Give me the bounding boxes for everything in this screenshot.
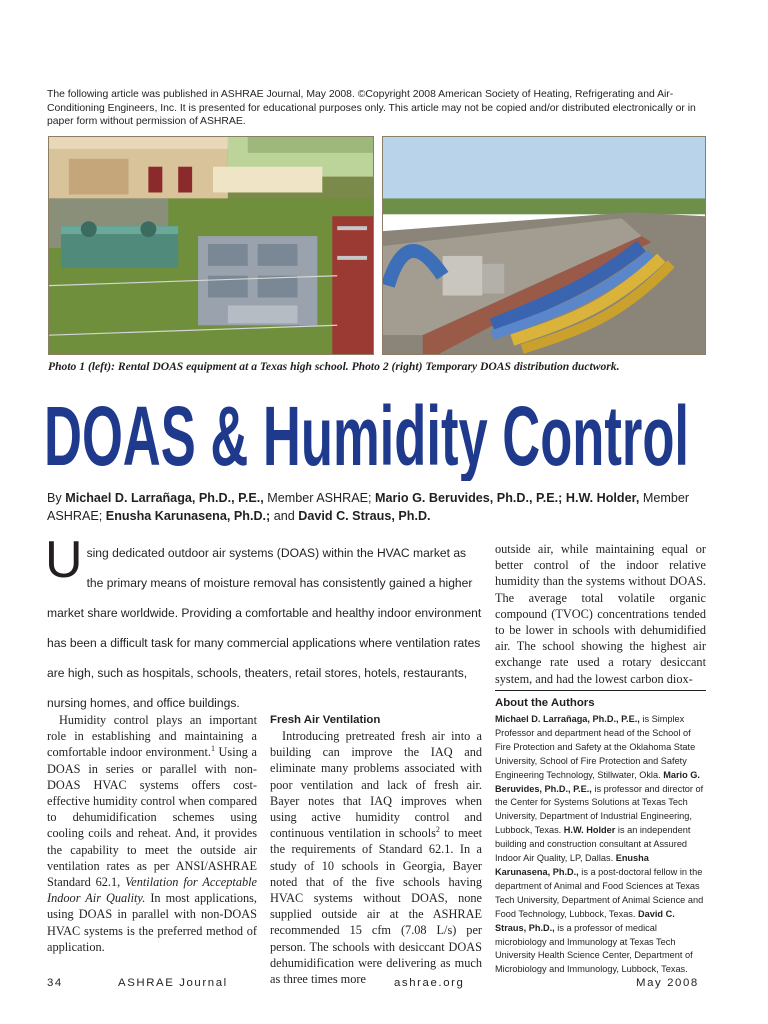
drop-cap: U xyxy=(45,531,83,589)
byline-and: and xyxy=(270,509,299,523)
author-bio-3: is an independent building and construction consultant at Assured Indoor Air Quality, LP, Dallas. xyxy=(495,825,691,864)
author-straus: David C. Straus, Ph.D. xyxy=(298,509,431,523)
lead-text: sing dedicated outdoor air systems (DOAS) within the HVAC market as the primary means of moisture removal has consistently gained a higher market share worldwide. Providing a comfortable and healthy indoor environment has been a difficult task for many commercial applications where ventilation rates are high, such as hospitals, schools, theaters, retail stores, hotels, restaurants, nursing homes, and office buildings. xyxy=(47,546,482,710)
byline-member-1: Member ASHRAE; xyxy=(263,491,376,505)
section-heading-fresh-air: Fresh Air Ventilation xyxy=(270,714,381,726)
column-left-body xyxy=(47,712,257,955)
footnote-ref-2: 2 xyxy=(435,825,440,835)
left-text-1: Humidity control plays an important role in establishing and maintaining a comfortable indoor environment. xyxy=(47,713,257,760)
author-bio-1: is Simplex Professor and department head of the School of Fire Protection and Safety at the Oklahoma State University, School of Fire Protection and Safety Engineering Technology, Stillwater, Okla. xyxy=(495,714,696,780)
author-bio-4: is a post-doctoral fellow in the department of Animal and Food Sciences at Texas Tech University, Department of Animal Science and Food Technology, Lubbock, Texas. xyxy=(495,866,704,919)
footer-journal-name: ASHRAE Journal xyxy=(118,977,228,989)
byline-member-2: Member ASHRAE; xyxy=(47,491,690,523)
lead-paragraph xyxy=(45,531,483,718)
left-text-2: Using a DOAS in series or parallel with non-DOAS HVAC systems offers cost-effective humidity control when compared to dehumidification schemes using cooling coils and reheat. And, it provides the capability to meet the outside air ventilation rates as per ANSI/ASHRAE Standard 62.1, xyxy=(47,745,257,890)
byline-by: By xyxy=(47,491,62,505)
column-middle xyxy=(270,712,482,987)
author-bio-name-2: Mario G. Beruvides, Ph.D., P.E., xyxy=(495,769,700,794)
photo-rental-doas-equipment xyxy=(48,136,374,355)
author-karunasena: Enusha Karunasena, Ph.D.; xyxy=(105,509,271,523)
author-larranaga: Michael D. Larrañaga, Ph.D., P.E., xyxy=(65,491,264,505)
authors-divider xyxy=(495,690,706,691)
column-middle-body xyxy=(270,728,482,987)
author-bio-name-4: Enusha Karunasena, Ph.D., xyxy=(495,853,649,877)
author-bio-2: is professor and director of the Center for Systems Solutions at Texas Tech University, Department of Industrial Engineering, Lubbock, Texas. xyxy=(495,783,704,836)
author-bio-name-3: H.W. Holder xyxy=(563,825,616,836)
photo-caption: Photo 1 (left): Rental DOAS equipment at a Texas high school. Photo 2 (right) Temporary DOAS distribution ductwork. xyxy=(48,360,620,373)
author-bio-name-5: David C. Straus, Ph.D., xyxy=(495,908,675,933)
about-authors-heading: About the Authors xyxy=(495,697,595,709)
standard-title: Ventilation for Acceptable Indoor Air Quality. xyxy=(47,875,257,906)
headline-text: DOAS & Humidity Control xyxy=(44,389,689,481)
article-headline xyxy=(44,385,724,481)
byline xyxy=(47,489,719,525)
photo-temporary-doas-ductwork xyxy=(382,136,706,355)
mid-text-2: to meet the requirements of Standard 62.1. In a study of 10 schools in Georgia, Bayer noted that of the five schools having HVAC systems without DOAS, none supplied outside air at the ASHRAE recommended 15 cfm (7.08 L/s) per person. The schools with desiccant DOAS dehumidification were delivering as much as three times more xyxy=(270,826,482,987)
footer-issue-date: May 2008 xyxy=(636,977,699,989)
copyright-notice: The following article was published in ASHRAE Journal, May 2008. ©Copyright 2008 American Society of Heating, Refrigerating and Air-Conditioning Engineers, Inc. It is presented for educational purposes only. This article may not be copied and/or distributed electronically or in paper form without permission of ASHRAE. xyxy=(47,89,696,128)
footnote-ref-1: 1 xyxy=(210,744,215,754)
mid-text-1: Introducing pretreated fresh air into a building can improve the IAQ and eliminate many problems associated with poor ventilation and lack of fresh air. Bayer notes that IAQ improves when using active humidity control and continuous ventilation in schools xyxy=(270,729,482,841)
column-right-body: outside air, while maintaining equal or better control of the indoor relative humidity than the systems without DOAS. The average total volatile organic compound (TVOC) concentrations tended to be lower in schools with dehumidified air. The school showing the highest air exchange rate used a rotary desiccant system, and had the lowest carbon diox- xyxy=(495,542,706,686)
page-number: 34 xyxy=(47,977,63,989)
about-authors-text xyxy=(495,713,706,977)
author-bio-name-1: Michael D. Larrañaga, Ph.D., P.E., xyxy=(495,714,640,724)
left-text-3: In most applications, using DOAS in parallel with non-DOAS HVAC systems is the preferred method of application. xyxy=(47,891,258,954)
footer-website: ashrae.org xyxy=(394,977,465,989)
author-beruvides-holder: Mario G. Beruvides, Ph.D., P.E.; H.W. Holder, xyxy=(375,491,640,505)
author-bio-5: is a professor of medical microbiology and Immunology at Texas Tech University Health Science Center, Department of Microbiology and Immunology, Lubbock, Texas. xyxy=(495,922,693,975)
